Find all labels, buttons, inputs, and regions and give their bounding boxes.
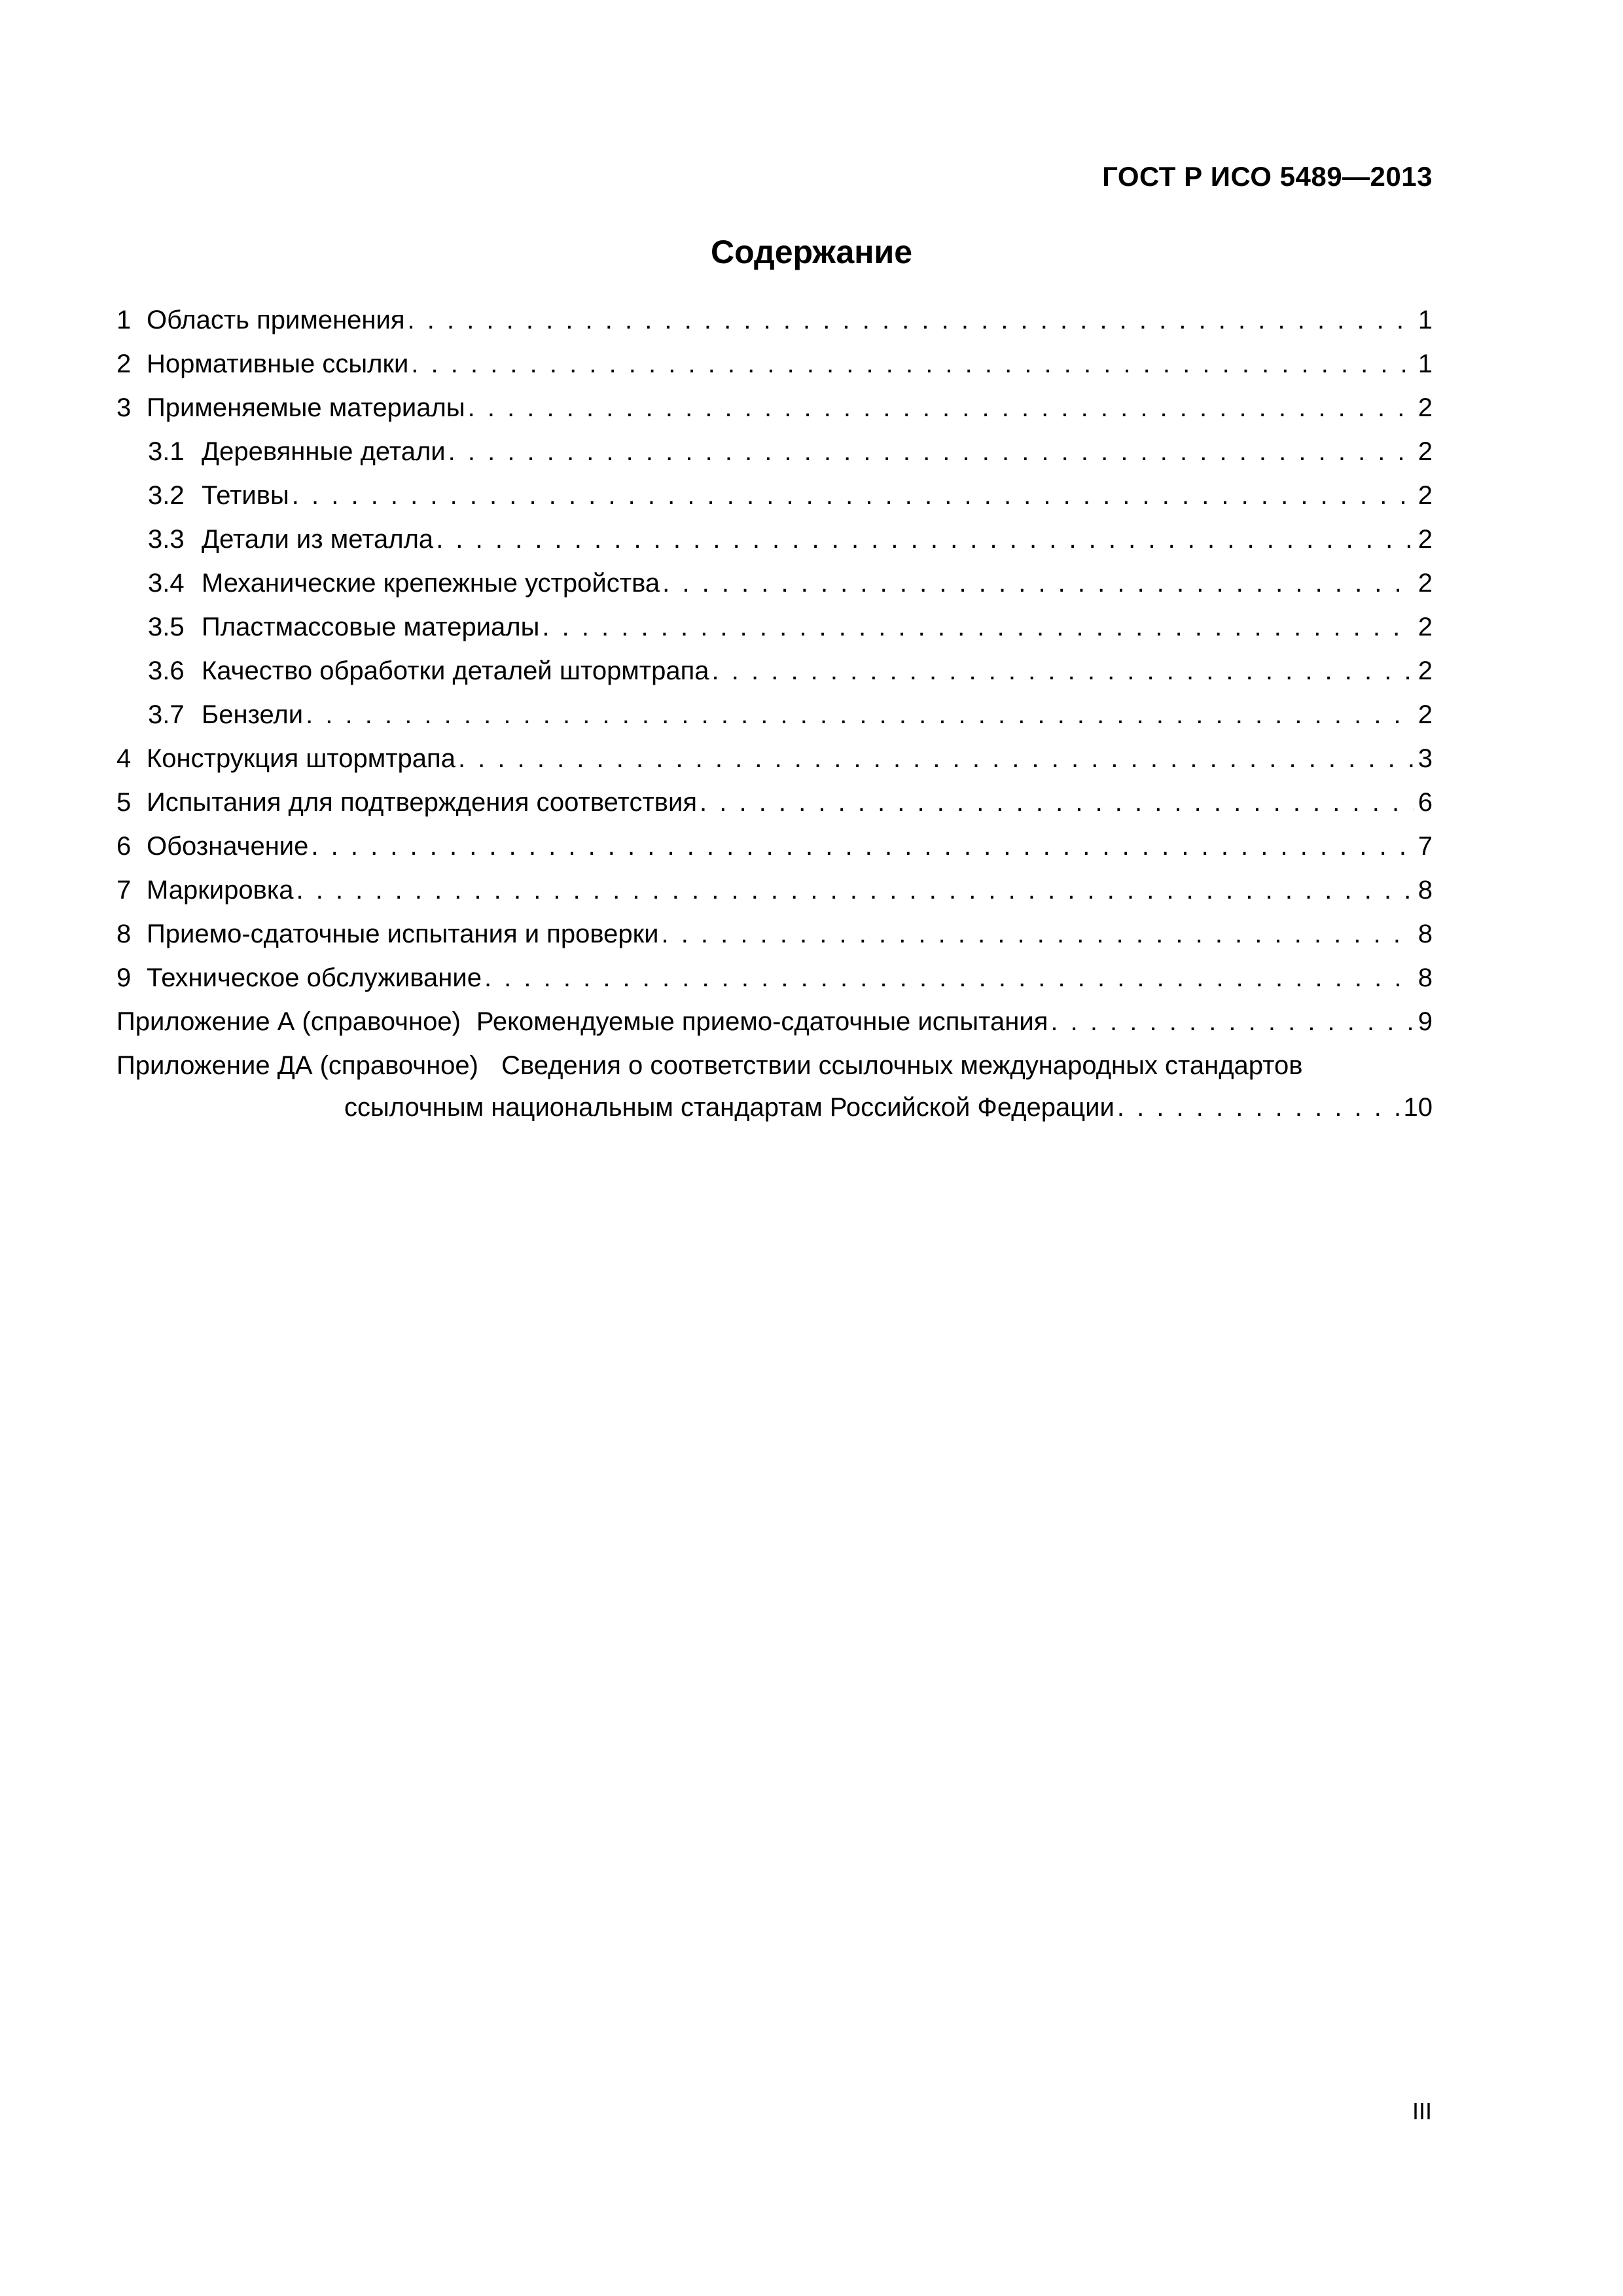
toc-entry-page: 2 [1418, 700, 1433, 729]
dot-leader [296, 869, 1414, 912]
toc-appendix-entry[interactable] [116, 1044, 1433, 1127]
toc-subentry[interactable] [116, 562, 1433, 605]
toc-entry-number: 9 [116, 963, 132, 992]
toc-subentry[interactable] [116, 693, 1433, 737]
toc-entry-label: Тетивы [202, 481, 289, 510]
dot-leader [448, 430, 1414, 474]
toc-entry-label: Механические крепежные устройства [202, 569, 660, 598]
toc-entry[interactable] [116, 737, 1433, 781]
toc-subentry[interactable] [116, 430, 1433, 474]
toc-entry-number: 3.1 [148, 437, 185, 466]
toc-entry-label: Деревянные детали [202, 437, 446, 466]
toc-entry-label: Сведения о соответствии ссылочных международных стандартов [501, 1051, 1303, 1080]
toc-entry[interactable] [116, 869, 1433, 912]
toc-entry-number: 8 [116, 920, 132, 948]
dot-leader [306, 693, 1414, 737]
toc-entry-label: Обозначение [147, 832, 309, 861]
toc-entry-page: 2 [1418, 613, 1433, 641]
table-of-contents [116, 298, 1433, 1127]
toc-entry-page: 8 [1418, 876, 1433, 905]
dot-leader [1050, 1000, 1414, 1044]
toc-entry-label: Область применения [147, 306, 405, 334]
toc-entry-label-continued: ссылочным национальным стандартам Российской Федерации [344, 1093, 1115, 1122]
toc-entry-number: 5 [116, 788, 132, 817]
toc-entry[interactable] [116, 342, 1433, 386]
toc-entry-label: Приемо-сдаточные испытания и проверки [147, 920, 659, 948]
toc-entry-label: Применяемые материалы [147, 393, 465, 422]
dot-leader [468, 386, 1414, 430]
toc-entry-label: Испытания для подтверждения соответствия [147, 788, 698, 817]
toc-entry-page: 8 [1418, 920, 1433, 948]
toc-entry-number: 3.4 [148, 569, 185, 598]
toc-subentry[interactable] [116, 474, 1433, 518]
toc-entry-page: 2 [1418, 569, 1433, 598]
toc-entry-number: 3.6 [148, 656, 185, 685]
toc-entry[interactable] [116, 298, 1433, 342]
toc-entry[interactable] [116, 386, 1433, 430]
toc-entry-page: 2 [1418, 525, 1433, 554]
dot-leader [542, 605, 1414, 649]
toc-entry-label: Качество обработки деталей штормтрапа [202, 656, 709, 685]
toc-entry-page: 7 [1418, 832, 1433, 861]
toc-entry-page: 3 [1418, 744, 1433, 773]
toc-entry[interactable] [116, 912, 1433, 956]
dot-leader [712, 649, 1414, 693]
appendix-prefix: Приложение А (справочное) [116, 1007, 461, 1036]
dot-leader [458, 737, 1414, 781]
toc-subentry[interactable] [116, 605, 1433, 649]
toc-entry-page: 9 [1418, 1007, 1433, 1036]
dot-leader [436, 518, 1414, 562]
toc-entry-page: 2 [1418, 437, 1433, 466]
dot-leader [311, 825, 1414, 869]
toc-appendix-entry[interactable] [116, 1000, 1433, 1044]
toc-entry-number: 3 [116, 393, 132, 422]
document-code: ГОСТ Р ИСО 5489—2013 [1102, 161, 1433, 192]
toc-entry-label: Пластмассовые материалы [202, 613, 540, 641]
toc-entry-page: 10 [1403, 1093, 1433, 1122]
toc-entry-number: 3.5 [148, 613, 185, 641]
toc-subentry[interactable] [116, 649, 1433, 693]
dot-leader [661, 912, 1414, 956]
toc-entry-page: 1 [1418, 306, 1433, 334]
toc-entry-page: 8 [1418, 963, 1433, 992]
page-number: III [1412, 2098, 1432, 2125]
toc-entry-page: 2 [1418, 481, 1433, 510]
toc-entry[interactable] [116, 781, 1433, 825]
toc-entry-number: 7 [116, 876, 132, 905]
dot-leader [292, 474, 1414, 518]
toc-entry-page: 2 [1418, 656, 1433, 685]
toc-entry[interactable] [116, 956, 1433, 1000]
toc-entry-number: 6 [116, 832, 132, 861]
toc-entry-label: Детали из металла [202, 525, 434, 554]
toc-entry-page: 2 [1418, 393, 1433, 422]
toc-entry[interactable] [116, 825, 1433, 869]
toc-entry-label: Рекомендуемые приемо-сдаточные испытания [476, 1007, 1048, 1036]
toc-entry-number: 1 [116, 306, 132, 334]
toc-entry-label: Нормативные ссылки [147, 350, 409, 378]
dot-leader [662, 562, 1414, 605]
toc-entry-number: 3.7 [148, 700, 185, 729]
dot-leader [484, 956, 1414, 1000]
toc-entry-number: 3.2 [148, 481, 185, 510]
toc-entry-label: Бензели [202, 700, 304, 729]
toc-subentry[interactable] [116, 518, 1433, 562]
toc-entry-label: Техническое обслуживание [147, 963, 482, 992]
toc-entry-number: 4 [116, 744, 132, 773]
toc-entry-page: 6 [1418, 788, 1433, 817]
dot-leader [411, 342, 1414, 386]
toc-entry-number: 2 [116, 350, 132, 378]
appendix-prefix: Приложение ДА (справочное) [116, 1051, 478, 1080]
toc-title: Содержание [710, 234, 913, 270]
dot-leader [700, 781, 1414, 825]
toc-entry-label: Маркировка [147, 876, 294, 905]
dot-leader [408, 298, 1414, 342]
toc-entry-page: 1 [1418, 350, 1433, 378]
toc-entry-label: Конструкция штормтрапа [147, 744, 455, 773]
dot-leader [1117, 1088, 1400, 1127]
toc-entry-number: 3.3 [148, 525, 185, 554]
